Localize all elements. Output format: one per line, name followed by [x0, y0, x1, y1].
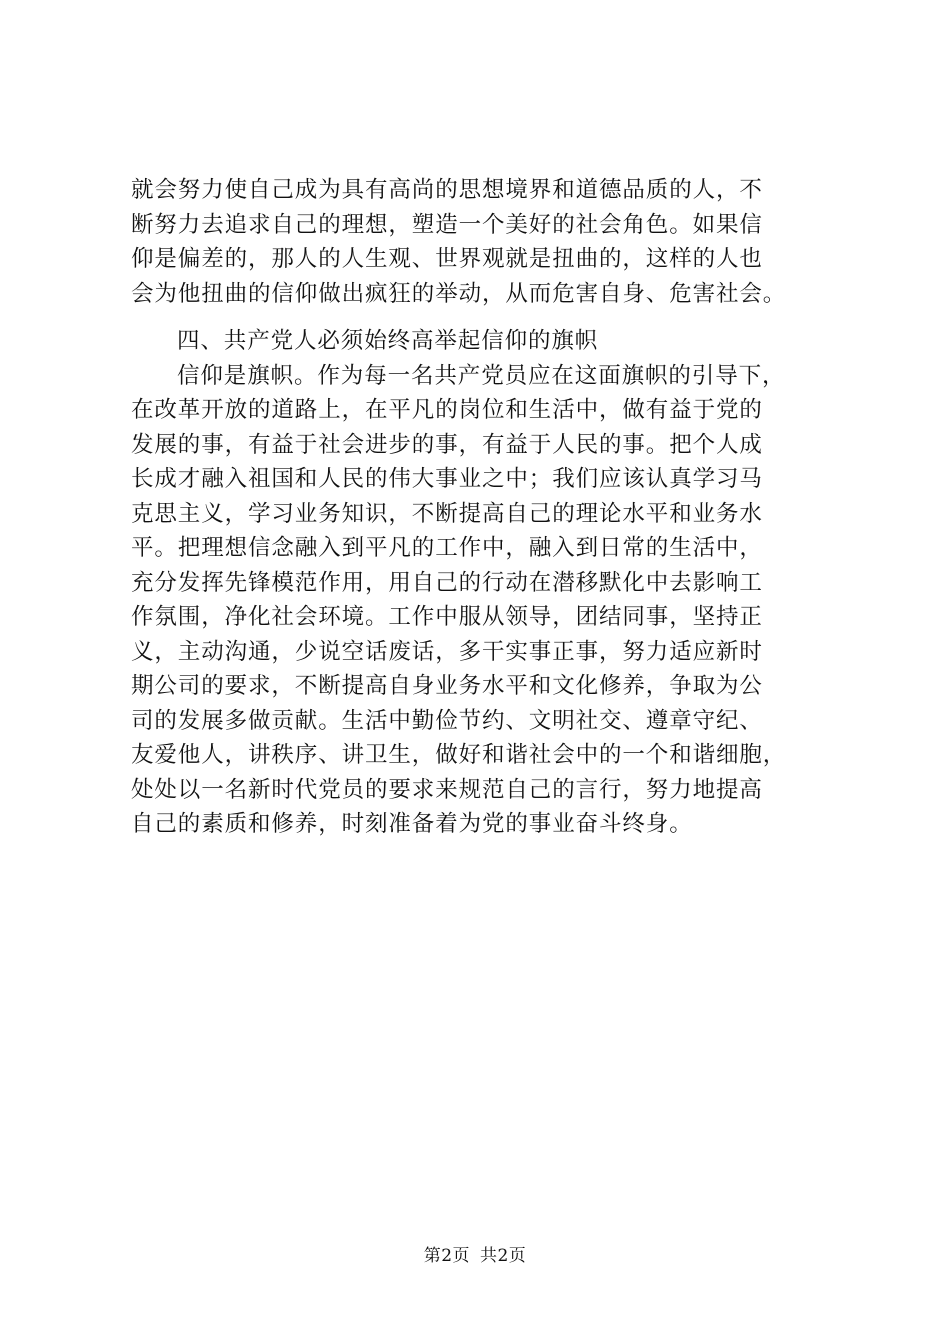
paragraph-line: 在改革开放的道路上，在平凡的岗位和生活中，做有益于党的 — [131, 397, 763, 423]
page-number: 第2页 — [423, 1246, 471, 1266]
page-footer — [0, 1241, 950, 1266]
paragraph-line: 发展的事，有益于社会进步的事，有益于人民的事。把个人成 — [131, 431, 763, 458]
paragraph-line: 信仰是旗帜。作为每一名共产党员应在这面旗帜的引导下， — [177, 362, 786, 389]
paragraph-line: 长成才融入祖国和人民的伟大事业之中；我们应该认真学习马 — [131, 466, 763, 492]
paragraph-line: 充分发挥先锋模范作用，用自己的行动在潜移默化中去影响工 — [131, 569, 763, 596]
paragraph-line: 友爱他人，讲秩序、讲卫生，做好和谐社会中的一个和谐细胞， — [131, 742, 787, 768]
paragraph-line: 自己的素质和修养，时刻准备着为党的事业奋斗终身。 — [131, 811, 693, 837]
paragraph-line: 平。把理想信念融入到平凡的工作中，融入到日常的生活中， — [131, 535, 763, 561]
paragraph-line: 作氛围，净化社会环境。工作中服从领导，团结同事，坚持正 — [131, 604, 763, 630]
paragraph-line: 仰是偏差的，那人的人生观、世界观就是扭曲的，这样的人也 — [131, 246, 763, 272]
section-four — [131, 324, 831, 842]
paragraph-continued — [131, 173, 831, 311]
paragraph-line: 会为他扭曲的信仰做出疯狂的举动，从而危害自身、危害社会。 — [131, 280, 787, 307]
section-heading: 四、共产党人必须始终高举起信仰的旗帜 — [177, 328, 599, 354]
paragraph-line: 义，主动沟通，少说空话废话，多干实事正事，努力适应新时 — [131, 638, 763, 665]
paragraph-line: 断努力去追求自己的理想，塑造一个美好的社会角色。如果信 — [131, 211, 763, 238]
paragraph-line: 就会努力使自己成为具有高尚的思想境界和道德品质的人，不 — [131, 177, 763, 203]
paragraph-line: 克思主义，学习业务知识，不断提高自己的理论水平和业务水 — [131, 500, 763, 527]
paragraph-line: 处处以一名新时代党员的要求来规范自己的言行，努力地提高 — [131, 776, 763, 803]
paragraph-line: 期公司的要求，不断提高自身业务水平和文化修养，争取为公 — [131, 673, 763, 699]
paragraph-line: 司的发展多做贡献。生活中勤俭节约、文明社交、遵章守纪、 — [131, 707, 763, 734]
page-total: 共2页 — [479, 1246, 527, 1266]
